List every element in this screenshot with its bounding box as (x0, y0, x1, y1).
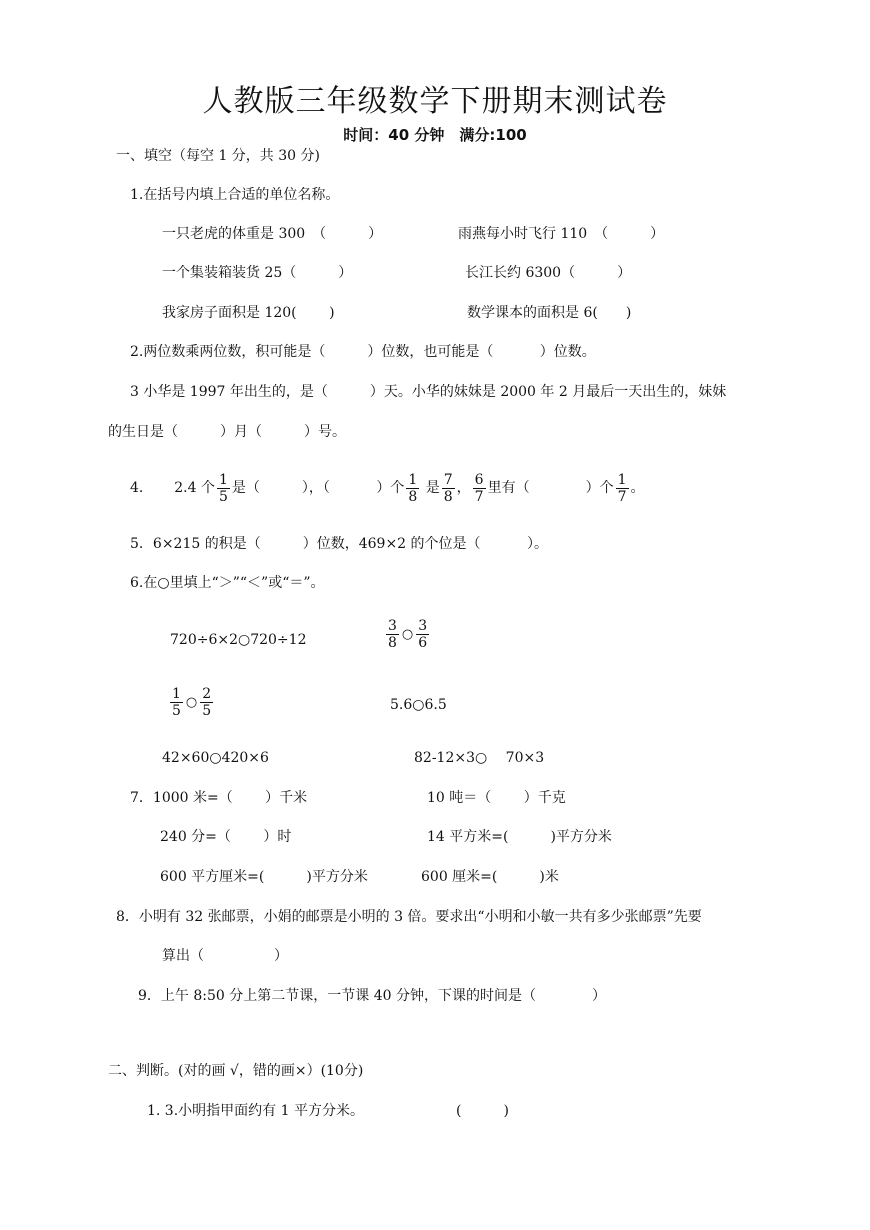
judge-q1-answer-paren: ( ) (456, 1103, 509, 1119)
q6-text: 6.在○里填上“＞”“＜”或“＝”。 (130, 575, 325, 591)
q6-item-a: 720÷6×2○720÷12 (170, 632, 307, 648)
q1-row1-left: 一只老虎的体重是 300 （ ） (162, 226, 383, 242)
q4-part6: 。 (630, 480, 645, 496)
q7-item-d: 14 平方米=( )平方分米 (427, 829, 612, 845)
q6-item-f: 82-12×3○ 70×3 (414, 750, 545, 766)
q1-row3-left: 我家房子面积是 120( ) (162, 305, 335, 321)
q3-line1: 3 小华是 1997 年出生的，是（ ）天。小华的妹妹是 2000 年 2 月最后一天出生的，妹妹 (130, 384, 727, 400)
q8-line2: 算出（ ） (162, 948, 288, 964)
q8-line1: 8．小明有 32 张邮票，小娟的邮票是小明的 3 倍。要求出“小明和小敏一共有多少张邮票”先要 (116, 909, 702, 925)
q4-fraction-4: $\frac{6}{7}$ (474, 471, 484, 505)
q6b-fraction-right: $\frac{3}{6}$ (418, 618, 428, 651)
q3-line2: 的生日是（ ）月（ ）号。 (108, 424, 346, 440)
q4-fraction-1: $\frac{1}{5}$ (218, 471, 228, 505)
q4-part5: 里有（ ）个 (487, 480, 614, 496)
q6c-fraction-left: $\frac{1}{5}$ (172, 686, 181, 719)
page-subtitle: 时间：40 分钟 满分:100 (343, 126, 527, 144)
q1-row2-left: 一个集装箱装货 25（ ） (162, 265, 353, 281)
judge-q1-text: 1. 3.小明指甲面约有 1 平方分米。 (147, 1103, 364, 1119)
q6-item-c (168, 686, 215, 719)
q7-item-f: 600 厘米=( )米 (421, 869, 559, 885)
q1-text: 1.在括号内填上合适的单位名称。 (130, 187, 340, 203)
q4-part2: 是（ ），（ ）个 (231, 480, 405, 496)
q6c-circle: ○ (185, 694, 198, 710)
q4-fraction-3: $\frac{7}{8}$ (443, 471, 453, 505)
q7-item-a: 7．1000 米=（ ）千米 (130, 790, 308, 806)
q9-text: 9．上午 8:50 分上第二节课，一节课 40 分钟，下课的时间是（ ） (138, 988, 606, 1004)
section2-heading: 二、判断。(对的画 √，错的画×）(10分) (108, 1063, 364, 1079)
q6c-fraction-right: $\frac{2}{5}$ (202, 686, 212, 719)
page-title: 人教版三年级数学下册期末测试卷 (202, 84, 668, 119)
q1-row2-right: 长江长约 6300（ ） (465, 265, 632, 281)
q6b-circle: ○ (401, 626, 414, 642)
q2-text: 2.两位数乘两位数，积可能是（ ）位数，也可能是（ ）位数。 (130, 344, 596, 360)
q6-item-e: 42×60○420×6 (162, 750, 269, 766)
q1-row3-right: 数学课本的面积是 6( ) (467, 305, 632, 321)
q7-item-c: 240 分=（ ）时 (160, 829, 292, 845)
q4-part1: 2.4 个 (174, 480, 215, 496)
section1-heading: 一、填空（每空 1 分，共 30 分) (116, 148, 320, 164)
q7-item-e: 600 平方厘米=( )平方分米 (160, 869, 368, 885)
q7-item-b: 10 吨＝（ ）千克 (427, 790, 566, 806)
q4-line (130, 468, 645, 508)
q4-fraction-2: $\frac{1}{8}$ (408, 471, 418, 505)
q6-item-b (384, 618, 431, 651)
q4-part4: ， (456, 480, 471, 496)
q5-text: 5．6×215 的积是（ ）位数，469×2 的个位是（ ）。 (130, 536, 548, 552)
q4-fraction-5: $\frac{1}{7}$ (617, 471, 627, 505)
q4-number: 4. (130, 480, 144, 496)
q6-item-d: 5.6○6.5 (390, 697, 447, 713)
q4-part3: 是 (425, 480, 440, 496)
q1-row1-right: 雨燕每小时飞行 110 （ ） (458, 226, 665, 242)
q6b-fraction-left: $\frac{3}{8}$ (388, 618, 397, 651)
